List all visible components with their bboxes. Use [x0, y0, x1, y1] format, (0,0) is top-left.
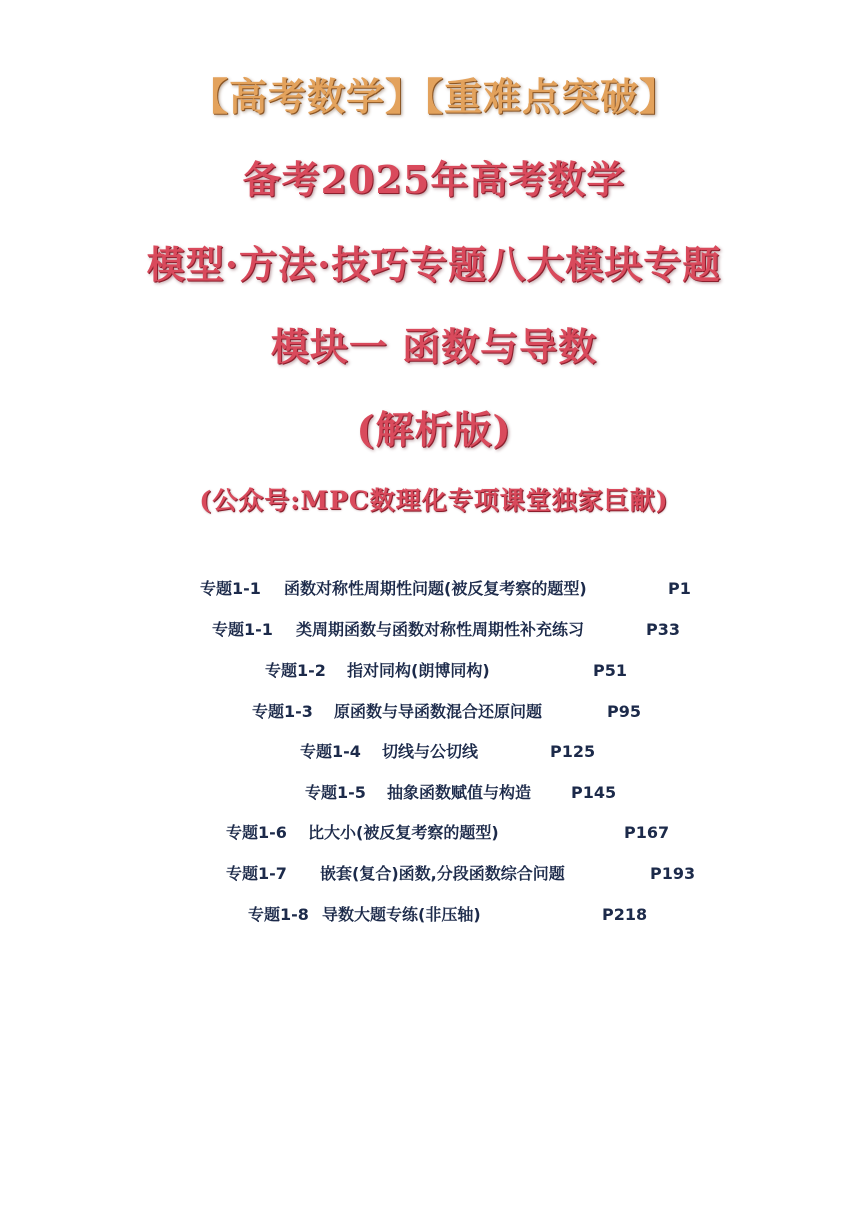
- toc-entry-label: 专题1-4: [300, 742, 361, 761]
- toc-entry-label: 专题1-1: [212, 620, 273, 639]
- toc-entry-title: 原函数与导函数混合还原问题: [334, 702, 543, 721]
- toc-entry-title: 切线与公切线: [382, 742, 479, 761]
- edition-label: (解析版): [356, 407, 512, 452]
- toc-entry-title: 函数对称性周期性问题(被反复考察的题型): [284, 579, 587, 598]
- toc-entry-page: P51: [593, 661, 627, 680]
- toc-entry-label: 专题1-8: [248, 905, 309, 924]
- toc-entry-label: 专题1-1: [200, 579, 261, 598]
- toc-entry-title: 导数大题专练(非压轴): [322, 905, 481, 924]
- toc-entry-label: 专题1-7: [226, 864, 287, 883]
- toc-entry-title: 指对同构(朗博同构): [347, 661, 490, 680]
- toc-entry-page: P95: [607, 702, 641, 721]
- toc-entry-page: P33: [646, 620, 680, 639]
- year-title: 备考2025年高考数学: [242, 157, 626, 202]
- toc-entry-label: 专题1-2: [265, 661, 326, 680]
- source-note: (公众号:MPC数理化专项课堂独家巨献): [199, 486, 669, 515]
- toc-entry-title: 抽象函数赋值与构造: [387, 783, 532, 802]
- series-title: 模型·方法·技巧专题八大模块专题: [146, 242, 722, 287]
- toc-entry-page: P125: [550, 742, 596, 761]
- module-title: 模块一 函数与导数: [270, 324, 598, 369]
- toc-entry-label: 专题1-5: [305, 783, 366, 802]
- toc-entry-page: P167: [624, 823, 670, 842]
- toc-entry-title: 嵌套(复合)函数,分段函数综合问题: [320, 864, 565, 883]
- toc-entry-page: P145: [571, 783, 617, 802]
- toc-entry-label: 专题1-3: [252, 702, 313, 721]
- toc-entry-page: P218: [602, 905, 648, 924]
- toc-entry-page: P1: [668, 579, 691, 598]
- toc-entry-label: 专题1-6: [226, 823, 287, 842]
- toc-entry-title: 类周期函数与函数对称性周期性补充练习: [296, 620, 585, 639]
- subject-brackets-heading: 【高考数学】【重难点突破】: [189, 74, 678, 119]
- toc-entry-page: P193: [650, 864, 696, 883]
- toc-entry-title: 比大小(被反复考察的题型): [308, 823, 499, 842]
